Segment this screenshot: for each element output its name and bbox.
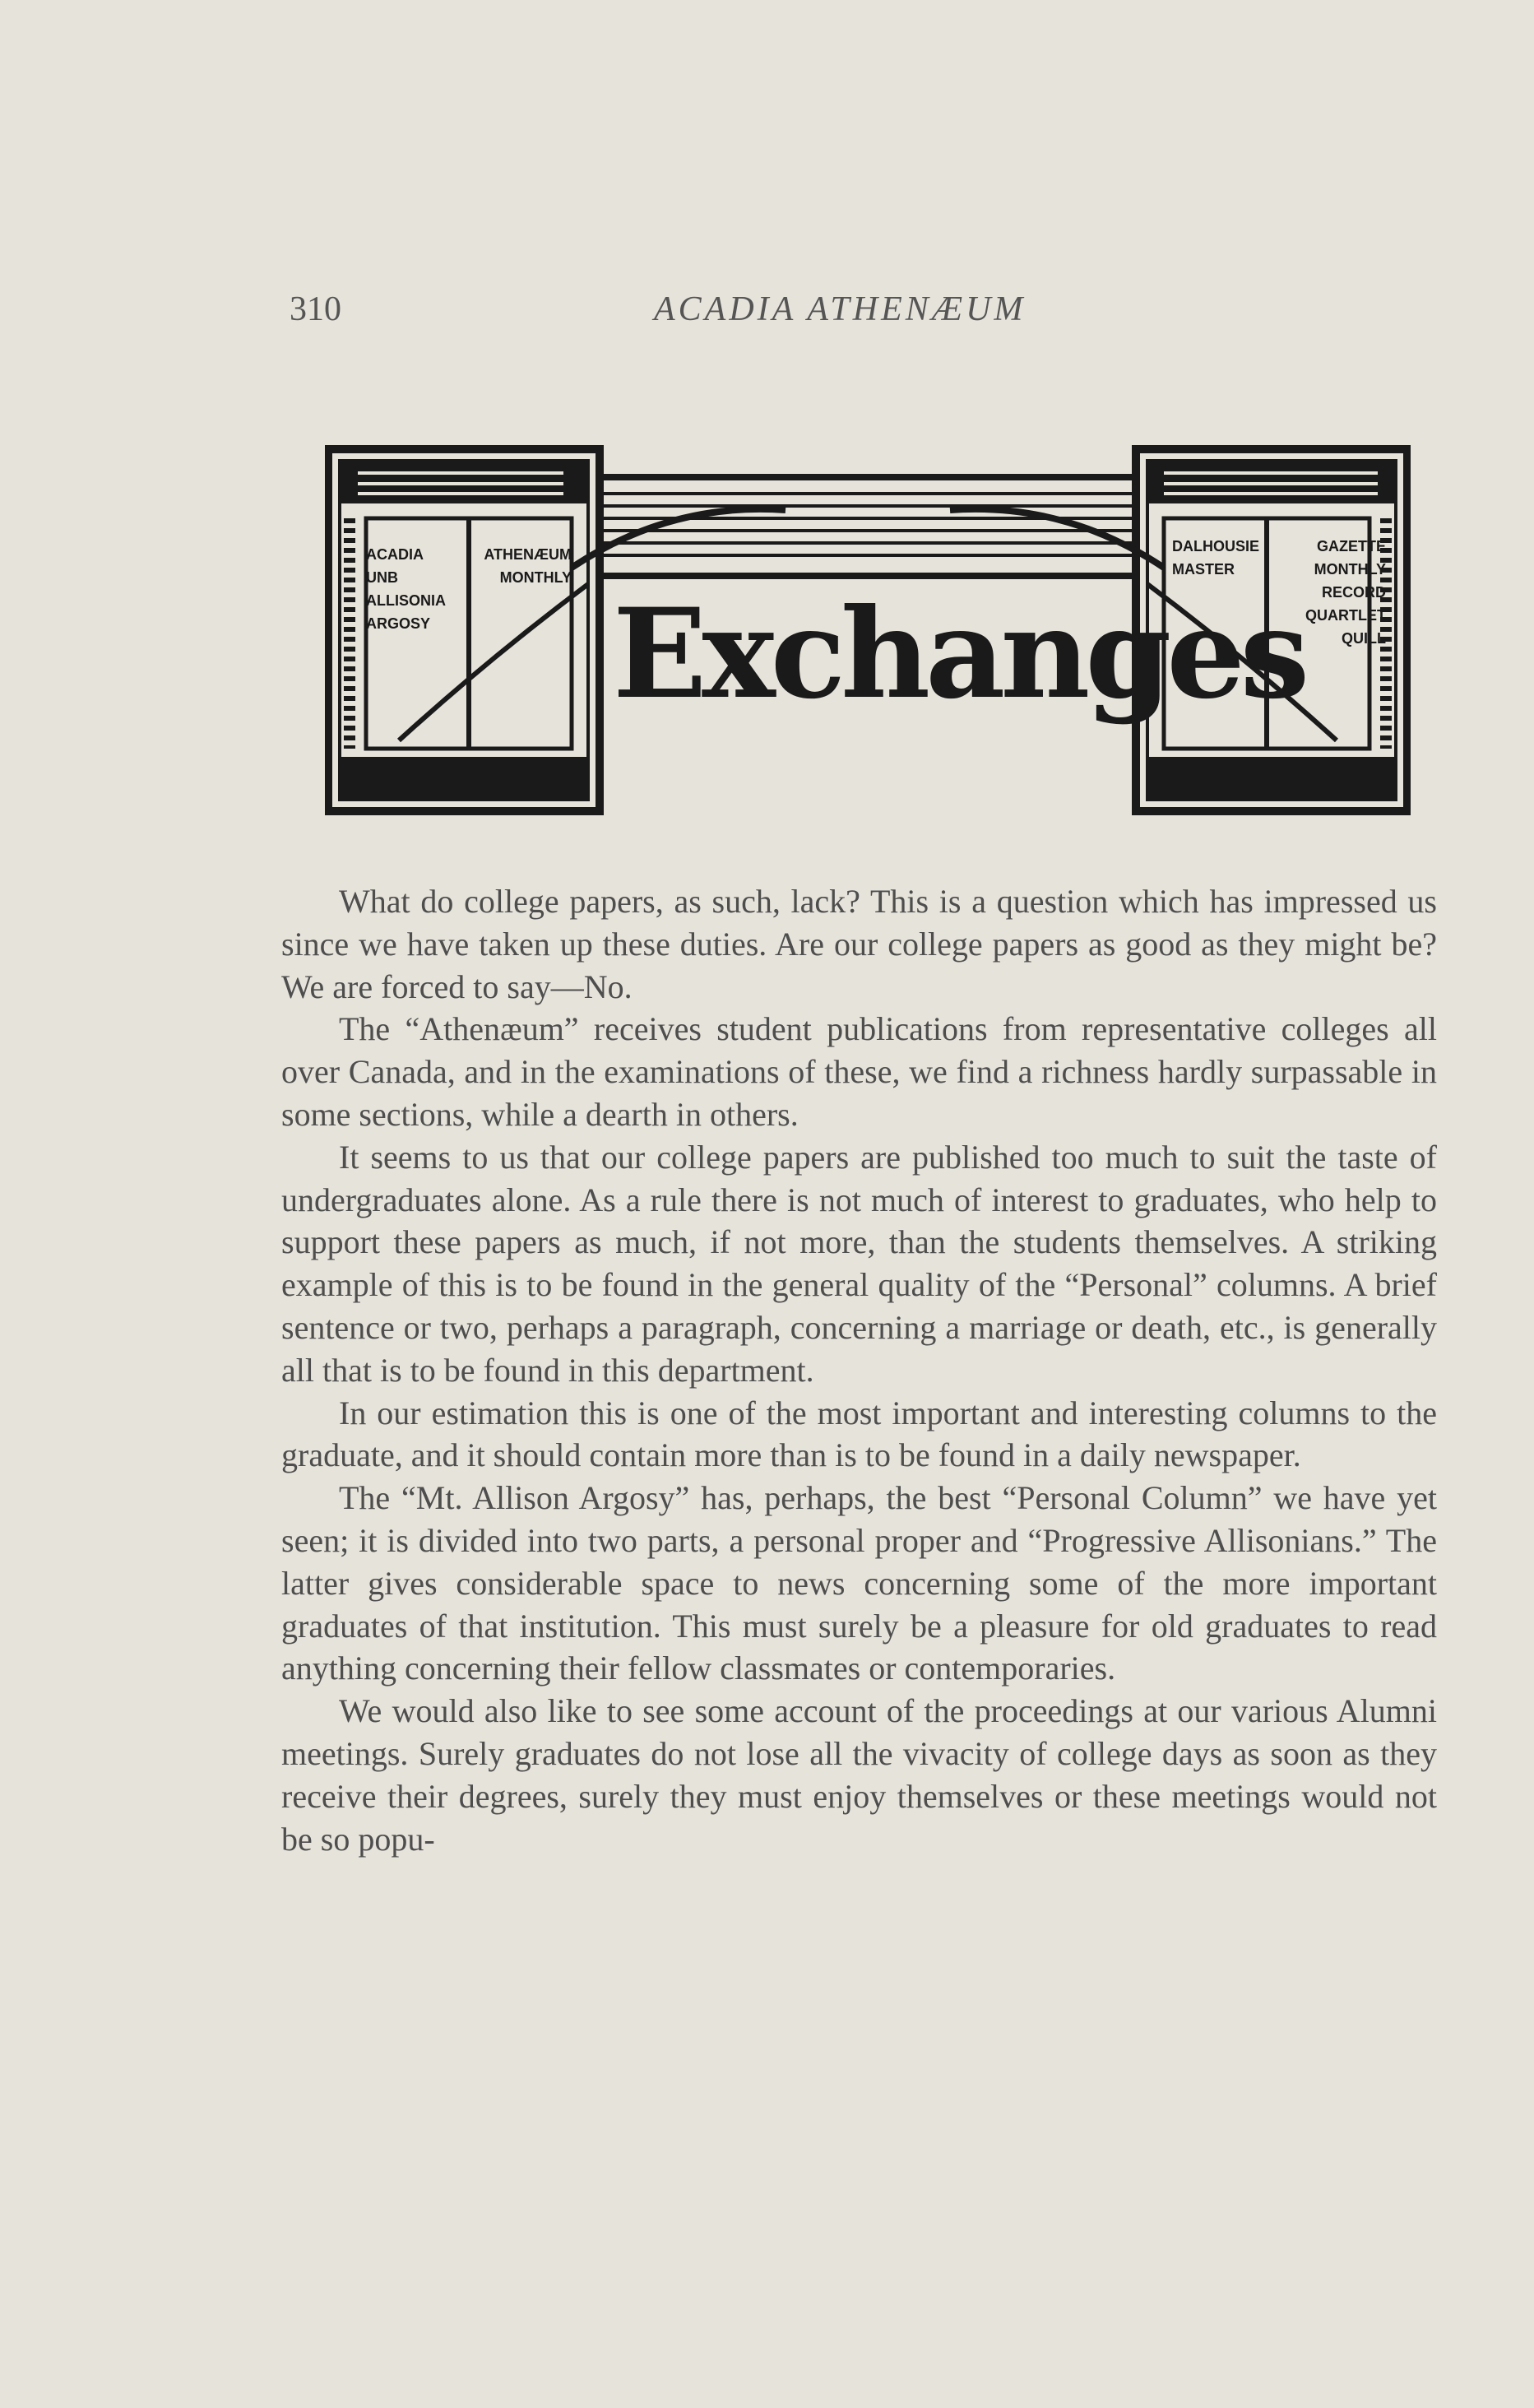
exchanges-banner [325,444,1411,823]
right-book-row [1172,535,1386,558]
right-book-text: QUARTLET [1305,607,1386,624]
left-book-row [366,612,572,635]
banner-title: Exchanges [613,582,1305,726]
left-book-text: ARGOSY [366,615,431,632]
left-book-text: UNB [366,569,398,586]
right-book-text: DALHOUSIE [1172,538,1260,554]
paragraph: We would also like to see some account of the proceedings at our various Alumni meetings. Surely graduates do not lose all the vivacity of college days as soon as they receive their degrees, surely they must enjoy themselves or these meetings would not be so popu- [281,1692,1437,1858]
left-book-row [366,589,572,612]
left-book-text: ACADIA [366,546,424,563]
paragraph: It seems to us that our college papers are published too much to suit the taste of undergraduates alone. As a rule there is not much of interest to graduates, who help to support these papers as much, if not more, than the students themselves. A striking example of this is to be found in the general quality of the “Personal” columns. A brief sentence or two, perhaps a paragraph, concerning a marriage or death, etc., is generally all that is to be found in this department. [281,1138,1437,1389]
article-body [281,880,1437,1860]
left-book-text: MONTHLY [499,569,572,586]
left-book-labels [366,543,572,635]
right-book-text: QUILL [1342,630,1386,647]
paragraph: The “Athenæum” receives student publications from representative colleges all over Canada, and in the examinations of these, we find a richness hardly surpassable in some sections, while a dearth in others. [281,1010,1437,1133]
page-number: 310 [290,290,341,328]
right-book-text: RECORD [1321,584,1386,601]
left-book-row [366,543,572,566]
right-book-row [1172,558,1386,581]
right-book-text: MASTER [1172,561,1235,578]
running-title: ACADIA ATHENÆUM [654,290,1027,328]
right-book-text: MONTHLY [1314,561,1386,578]
paragraph: The “Mt. Allison Argosy” has, perhaps, the best “Personal Column” we have yet seen; it is divided into two parts, a personal proper and “Progressive Allisonians.” The latter gives considerable space to news concerning some of the more important graduates of that institution. This must surely be a pleasure for old graduates to read anything concerning their fellow classmates or contemporaries. [281,1479,1437,1687]
left-book-text: ATHENÆUM [484,546,572,563]
paragraph: What do college papers, as such, lack? This is a question which has impressed us since we have taken up these duties. Are our college papers as good as they might be? We are forced to say—No. [281,883,1437,1005]
paragraph: In our estimation this is one of the most important and interesting columns to the graduate, and it should contain more than is to be found in a daily newspaper. [281,1394,1437,1474]
right-book-text: GAZETTE [1317,538,1386,554]
left-book-row [366,566,572,589]
left-book-text: ALLISONIA [366,592,446,609]
